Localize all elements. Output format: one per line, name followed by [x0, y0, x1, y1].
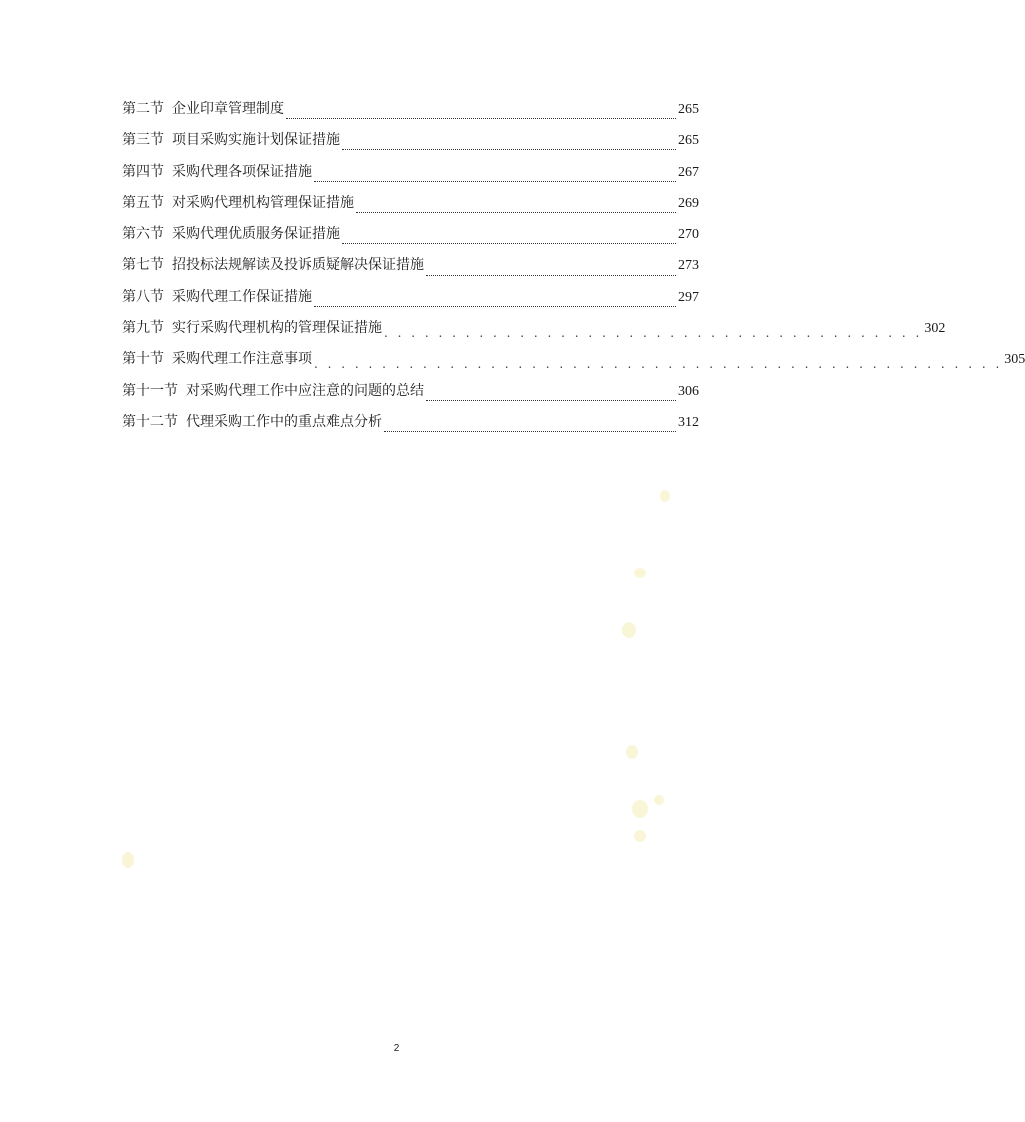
page-number: 305 [1004, 352, 1025, 368]
section-title: 代理采购工作中的重点难点分析 [186, 413, 382, 430]
dot-leader [356, 212, 676, 213]
scan-speck [122, 852, 134, 868]
scan-speck [632, 800, 648, 818]
toc-entry[interactable] [122, 161, 699, 192]
scan-speck [634, 830, 646, 842]
page-number: 269 [678, 195, 699, 211]
toc-entry[interactable] [122, 317, 946, 348]
dot-leader [426, 400, 676, 401]
scan-speck [660, 490, 670, 502]
section-title: 实行采购代理机构的管理保证措施 [172, 320, 382, 337]
dot-leader [286, 118, 676, 119]
section-title: 采购代理各项保证措施 [172, 163, 312, 180]
section-number: 第十二节 [122, 413, 178, 430]
section-title: 项目采购实施计划保证措施 [172, 132, 340, 149]
toc-entry[interactable] [122, 223, 699, 254]
page-number: 273 [678, 258, 699, 274]
toc-entry[interactable] [122, 380, 699, 411]
toc-entry[interactable] [122, 411, 699, 442]
page-number: 270 [678, 227, 699, 243]
page-number: 267 [678, 164, 699, 180]
page-number: 265 [678, 102, 699, 117]
section-title: 采购代理工作保证措施 [172, 288, 312, 305]
section-number: 第六节 [122, 226, 164, 243]
scan-speck [622, 622, 636, 638]
dot-leader [342, 243, 676, 244]
toc-entry[interactable] [122, 348, 1025, 379]
page-footer-number: 2 [393, 1043, 400, 1054]
section-title: 对采购代理机构管理保证措施 [172, 194, 354, 211]
page-number: 297 [678, 289, 699, 305]
section-number: 第九节 [122, 320, 164, 337]
dot-leader [314, 306, 676, 307]
dot-leader: . . . . . . . . . . . . . . . . . . . . . . . . . . . . . . . . . . . . . . . . . . . . . . . . . . . [314, 357, 1003, 372]
section-number: 第八节 [122, 288, 164, 305]
section-title: 采购代理工作注意事项 [172, 351, 312, 368]
page-number: 312 [678, 414, 699, 430]
toc-entry[interactable] [122, 192, 699, 223]
section-number: 第十一节 [122, 382, 178, 399]
toc-entry[interactable] [122, 98, 699, 129]
dot-leader [426, 275, 676, 276]
section-title: 企业印章管理制度 [172, 101, 284, 117]
table-of-contents [122, 98, 1025, 442]
dot-leader [342, 149, 676, 150]
scan-speck [654, 795, 664, 805]
section-title: 对采购代理工作中应注意的问题的总结 [186, 382, 424, 399]
section-number: 第七节 [122, 257, 164, 274]
page-number: 306 [678, 383, 699, 399]
dot-leader [314, 181, 676, 182]
scan-speck [626, 745, 638, 759]
section-number: 第三节 [122, 132, 164, 149]
section-number: 第十节 [122, 351, 164, 368]
section-title: 采购代理优质服务保证措施 [172, 226, 340, 243]
dot-leader [384, 431, 676, 432]
dot-leader: . . . . . . . . . . . . . . . . . . . . . . . . . . . . . . . . . . . . . . . . [384, 325, 923, 340]
toc-entry[interactable] [122, 254, 699, 285]
toc-entry[interactable] [122, 129, 699, 160]
page-number: 265 [678, 133, 699, 149]
section-number: 第五节 [122, 194, 164, 211]
page-number: 302 [924, 321, 946, 337]
scan-speck [634, 568, 646, 578]
section-title: 招投标法规解读及投诉质疑解决保证措施 [172, 257, 424, 274]
toc-entry[interactable] [122, 286, 699, 317]
section-number: 第二节 [122, 101, 164, 117]
section-number: 第四节 [122, 163, 164, 180]
